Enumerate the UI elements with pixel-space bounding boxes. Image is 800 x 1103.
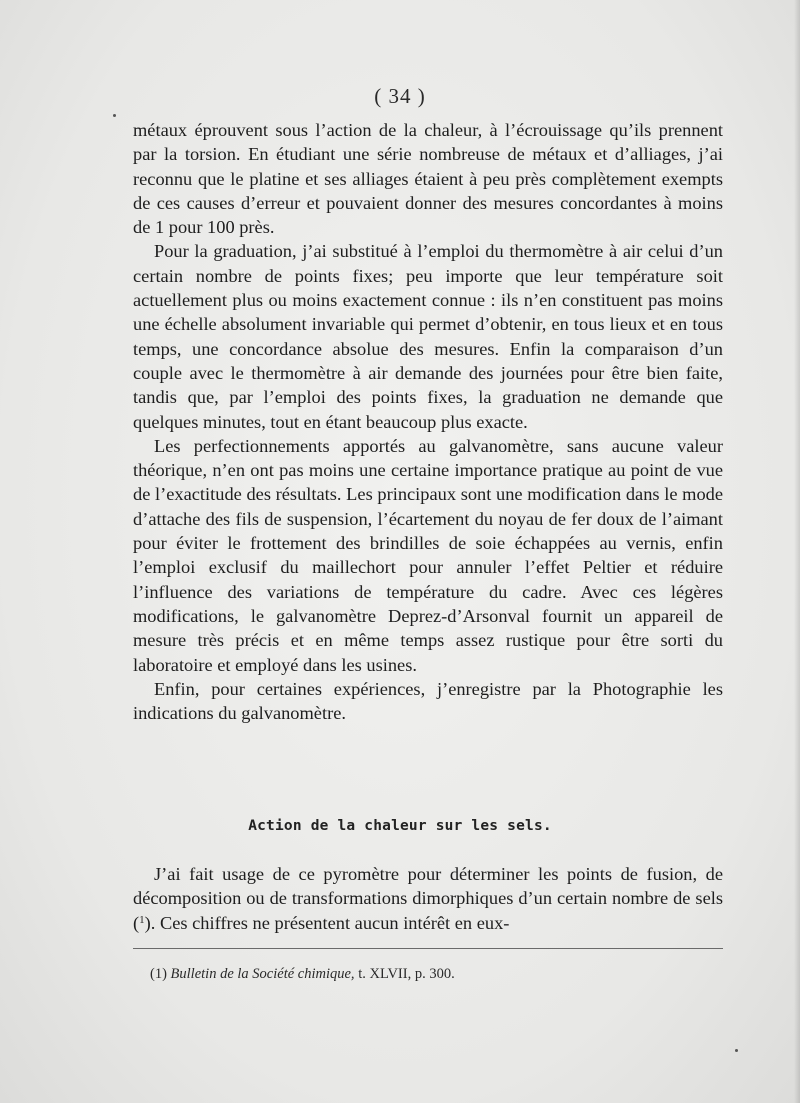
footnote-journal-title: Bulletin de la Société chimique,: [170, 966, 355, 982]
paper-speck: [735, 1049, 738, 1052]
footnote: [150, 966, 723, 983]
paper-speck: [113, 114, 116, 117]
footnote-reference: 1: [139, 913, 145, 926]
paragraph-graduation: Pour la graduation, j’ai substitué à l’emploi du thermomètre à air celui d’un certain nombre de points fixes; peu importe que leur température soit actuellement plus ou moins exactement connue : ils n’en constituent pas moins une échelle absolument invariable qui permet d’obtenir, en tous lieux et en tous temps, une concordance absolue des mesures. Enfin la comparaison d’un couple avec le thermomètre à air demande des journées pour être bien faite, tandis que, par l’emploi des points fixes, la graduation ne demande que quelques minutes, tout en étant beaucoup plus exacte.: [133, 241, 723, 432]
section-heading: Action de la chaleur sur les sels.: [248, 818, 552, 834]
paragraph-salts-text-2: ). Ces chiffres ne présentent aucun intérêt en eux-: [144, 912, 510, 933]
footnote-details: t. XLVII, p. 300.: [358, 966, 455, 982]
paragraph-salts-text-1: J’ai fait usage de ce pyromètre pour déterminer les points de fusion, de décomposition ou de transformations dimorphiques d’un certain nombre de sels (: [133, 864, 723, 933]
main-text-block: [133, 118, 723, 725]
section-text-block: [133, 862, 723, 935]
paragraph-continuation: métaux éprouvent sous l’action de la chaleur, à l’écrouissage qu’ils prennent par la torsion. En étudiant une série nombreuse de métaux et d’alliages, j’ai reconnu que le platine et ses alliages étaient à peu près complètement exempts de ces causes d’erreur et pouvaient donner des mesures concordantes à moins de 1 pour 100 près.: [133, 120, 723, 238]
paragraph-galvanometer: Les perfectionnements apportés au galvanomètre, sans aucune valeur théorique, n’en ont pas moins une certaine importance pratique au point de vue de l’exactitude des résultats. Les principaux sont une modification dans le mode d’attache des fils de suspension, l’écartement du noyau de fer doux de l’aimant pour éviter le frottement des brindilles de soie échappées au vernis, enfin l’emploi exclusif du maillechort pour annuler l’effet Peltier et réduire l’influence des variations de température du cadre. Avec ces légères modifications, le galvanomètre Deprez-d’Arsonval fournit un appareil de mesure très précis et en même temps assez rustique pour être sorti du laboratoire et employé dans les usines.: [133, 435, 723, 675]
paragraph-photography: Enfin, pour certaines expériences, j’enregistre par la Photographie les indications du galvanomètre.: [133, 678, 723, 724]
footnote-divider: [133, 948, 723, 949]
page-number: ( 34 ): [374, 84, 426, 108]
page-edge-shadow: [794, 0, 800, 1103]
paragraph-salts: [133, 862, 723, 935]
footnote-marker: (1): [150, 966, 167, 982]
